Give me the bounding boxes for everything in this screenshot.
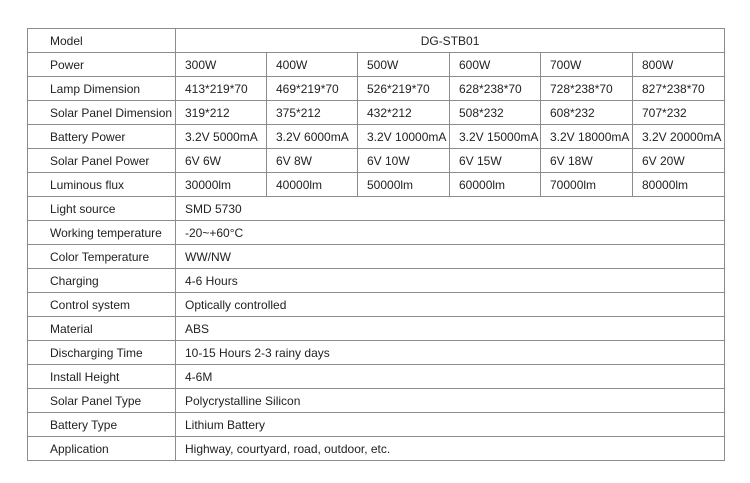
- table-cell: 319*212: [176, 101, 267, 125]
- table-row-model: [28, 29, 725, 53]
- table-row: [28, 221, 725, 245]
- table-cell: ABS: [176, 317, 725, 341]
- table-cell: 400W: [267, 53, 358, 77]
- row-label: Battery Power: [28, 125, 176, 149]
- row-label: Luminous flux: [28, 173, 176, 197]
- spec-table-body: [28, 29, 725, 461]
- row-label: Lamp Dimension: [28, 77, 176, 101]
- table-cell: 3.2V 15000mA: [450, 125, 541, 149]
- table-row: [28, 197, 725, 221]
- table-row: [28, 341, 725, 365]
- table-cell: Polycrystalline Silicon: [176, 389, 725, 413]
- row-label: Model: [28, 29, 176, 53]
- table-cell: 800W: [633, 53, 725, 77]
- row-label: Solar Panel Dimension: [28, 101, 176, 125]
- table-cell: 3.2V 6000mA: [267, 125, 358, 149]
- row-label: Solar Panel Power: [28, 149, 176, 173]
- table-cell: 6V 20W: [633, 149, 725, 173]
- table-cell: 10-15 Hours 2-3 rainy days: [176, 341, 725, 365]
- table-cell: 6V 15W: [450, 149, 541, 173]
- table-cell: 30000lm: [176, 173, 267, 197]
- table-row: [28, 77, 725, 101]
- table-row: [28, 53, 725, 77]
- table-cell: 6V 8W: [267, 149, 358, 173]
- table-cell: 827*238*70: [633, 77, 725, 101]
- table-cell: 70000lm: [541, 173, 633, 197]
- table-cell: 3.2V 20000mA: [633, 125, 725, 149]
- row-label: Application: [28, 437, 176, 461]
- row-label: Control system: [28, 293, 176, 317]
- table-cell: 608*232: [541, 101, 633, 125]
- row-label: Light source: [28, 197, 176, 221]
- table-row: [28, 245, 725, 269]
- table-row: [28, 101, 725, 125]
- table-cell: 469*219*70: [267, 77, 358, 101]
- row-label: Material: [28, 317, 176, 341]
- table-cell: 6V 10W: [358, 149, 450, 173]
- table-cell: 508*232: [450, 101, 541, 125]
- table-cell: 3.2V 5000mA: [176, 125, 267, 149]
- table-row: [28, 365, 725, 389]
- row-label: Working temperature: [28, 221, 176, 245]
- table-row: [28, 269, 725, 293]
- table-cell: 413*219*70: [176, 77, 267, 101]
- table-cell: -20~+60°C: [176, 221, 725, 245]
- table-cell: 300W: [176, 53, 267, 77]
- table-row: [28, 293, 725, 317]
- table-cell: 432*212: [358, 101, 450, 125]
- table-cell: 728*238*70: [541, 77, 633, 101]
- table-cell: Lithium Battery: [176, 413, 725, 437]
- table-cell: 628*238*70: [450, 77, 541, 101]
- table-cell: 4-6M: [176, 365, 725, 389]
- table-cell: 3.2V 18000mA: [541, 125, 633, 149]
- row-label: Power: [28, 53, 176, 77]
- table-cell: 6V 6W: [176, 149, 267, 173]
- table-cell: 40000lm: [267, 173, 358, 197]
- table-cell: 4-6 Hours: [176, 269, 725, 293]
- table-cell: WW/NW: [176, 245, 725, 269]
- table-cell: 60000lm: [450, 173, 541, 197]
- table-cell: 3.2V 10000mA: [358, 125, 450, 149]
- table-row: [28, 389, 725, 413]
- table-row: [28, 437, 725, 461]
- table-row: [28, 173, 725, 197]
- table-row: [28, 149, 725, 173]
- table-row: [28, 413, 725, 437]
- table-cell: 700W: [541, 53, 633, 77]
- table-row: [28, 125, 725, 149]
- row-label: Solar Panel Type: [28, 389, 176, 413]
- row-label: Charging: [28, 269, 176, 293]
- table-cell: 80000lm: [633, 173, 725, 197]
- table-cell: Optically controlled: [176, 293, 725, 317]
- table-cell: SMD 5730: [176, 197, 725, 221]
- table-cell: 526*219*70: [358, 77, 450, 101]
- row-label: Battery Type: [28, 413, 176, 437]
- table-cell: Highway, courtyard, road, outdoor, etc.: [176, 437, 725, 461]
- table-cell: 500W: [358, 53, 450, 77]
- table-row: [28, 317, 725, 341]
- table-cell: 6V 18W: [541, 149, 633, 173]
- spec-table: [27, 28, 725, 461]
- row-label: Install Height: [28, 365, 176, 389]
- model-value: DG-STB01: [176, 29, 725, 53]
- table-cell: 707*232: [633, 101, 725, 125]
- table-cell: 375*212: [267, 101, 358, 125]
- row-label: Discharging Time: [28, 341, 176, 365]
- table-cell: 600W: [450, 53, 541, 77]
- row-label: Color Temperature: [28, 245, 176, 269]
- table-cell: 50000lm: [358, 173, 450, 197]
